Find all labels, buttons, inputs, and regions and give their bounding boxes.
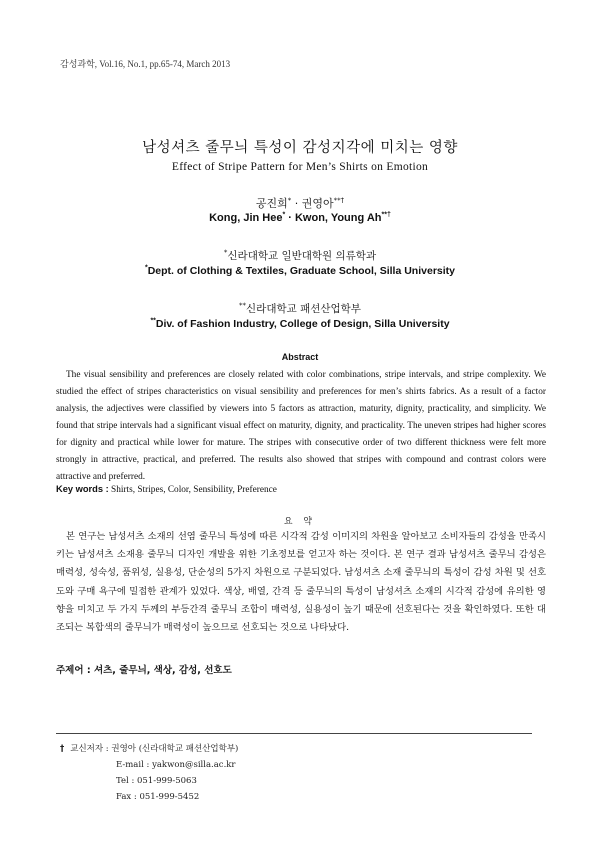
affiliation1-english-text: Dept. of Clothing & Textiles, Graduate School, Silla University <box>147 265 455 277</box>
footnote-author-row <box>60 741 238 757</box>
authors-korean <box>0 195 600 211</box>
keywords-korean-label: 주제어 : <box>56 665 91 676</box>
affiliation1-english <box>0 265 600 277</box>
affiliation2-english-text: Div. of Fashion Industry, College of Design, Silla University <box>155 318 450 330</box>
keywords-label: Key words : <box>56 484 109 494</box>
author-separator-korean: · <box>291 197 302 210</box>
author1-mark-korean: * <box>287 196 292 205</box>
author1-korean: 공진희 <box>255 197 288 210</box>
title-korean: 남성셔츠 줄무늬 특성이 감성지각에 미치는 영향 <box>142 140 458 156</box>
summary-body: 본 연구는 남성셔츠 소재의 선염 줄무늬 특성에 따른 시각적 감성 이미지의 차원을 알아보고 소비자들의 감성을 만족시키는 남성셔츠 소재용 줄무늬 디자인 개발을 위한 기초정보를 얻고자 하는 것이다. 본 연구 결과 남성셔츠 줄무늬 감성은 매력성, 성숙성, 품위성, 실용성, 단순성의 5가지 차원으로 구분되었다. 남성셔츠 소재 줄무늬의 특성이 감성 차원 및 선호도와 구매 욕구에 밀접한 관계가 있었다. 색상, 배열, 간격 등 줄무늬의 특성이 남성셔츠 소재의 시각적 감성에 유의한 영향을 미치고 두 가지 두께의 부등간격 줄무늬 조합이 매력성, 실용성이 높기 때문에 선호된다는 것을 확인하였다. 또한 대조되는 복합색의 줄무늬가 매력성이 높으므로 선호되는 것으로 나타났다. <box>56 531 546 634</box>
affiliation1-korean-text: 신라대학교 일반대학원 의류학과 <box>227 250 377 262</box>
affiliation2-mark-korean: ** <box>239 301 247 310</box>
affiliation2-korean-text: 신라대학교 패션산업학부 <box>246 303 361 315</box>
dagger-mark: † <box>60 744 65 754</box>
authors-english <box>0 212 600 224</box>
author-separator-english: · <box>285 212 295 224</box>
journal-citation: 감성과학, Vol.16, No.1, pp.65-74, March 2013 <box>60 59 231 69</box>
footnote-divider <box>56 733 532 734</box>
keywords-korean-text: 셔츠, 줄무늬, 색상, 감성, 선호도 <box>93 665 232 676</box>
affiliation1-mark-korean: * <box>223 248 228 257</box>
abstract-body: The visual sensibility and preferences are closely related with color combinations, stripe intervals, and stripe complexity. We studied the effect of stripes characteristics on visual sensibility and preferences for men’s shirts fabrics. As a result of a factor analysis, the adjectives were classified by viewers into 5 factors as attraction, maturity, dignity, practicality, and simplicity. We found that stripe intervals had a significant visual effect on maturity, dignity, and practicality. The uneven stripes had higher scores for dignity and practical while lower for mature. The stripes with consecutive order of two different thickness were felt more strongly in attractive, practical, and preferred. The results also showed that stripes with compound and contrast colors were attractive and preferred. <box>56 370 546 482</box>
abstract-heading: Abstract <box>281 352 319 362</box>
author2-korean: 권영아 <box>301 197 334 210</box>
affiliation2-mark-english: ** <box>150 317 156 325</box>
keywords-english <box>56 484 546 495</box>
affiliation1-korean <box>0 248 600 263</box>
summary-heading: 요 약 <box>283 517 317 527</box>
footnote-author: 교신저자 : 권영아 (신라대학교 패션산업학부) <box>70 744 239 754</box>
footnote-email: E-mail : yakwon@silla.ac.kr <box>116 760 236 770</box>
footnote-tel: Tel : 051-999-5063 <box>116 776 197 786</box>
affiliation2-english <box>0 318 600 330</box>
keywords-text: Shirts, Stripes, Color, Sensibility, Preference <box>111 485 277 495</box>
author2-english: Kwon, Young Ah <box>294 212 382 224</box>
author1-mark-english: * <box>282 211 286 219</box>
author2-mark-korean: **† <box>333 196 345 205</box>
author2-mark-english: **† <box>381 211 391 219</box>
keywords-korean <box>56 662 546 676</box>
affiliation2-korean <box>0 301 600 316</box>
footnote-fax: Fax : 051-999-5452 <box>116 792 200 802</box>
title-english: Effect of Stripe Pattern for Men’s Shirts on Emotion <box>171 161 429 173</box>
affiliation1-mark-english: * <box>144 264 148 272</box>
author1-english: Kong, Jin Hee <box>209 212 283 224</box>
corresponding-author-footnote <box>60 741 238 805</box>
